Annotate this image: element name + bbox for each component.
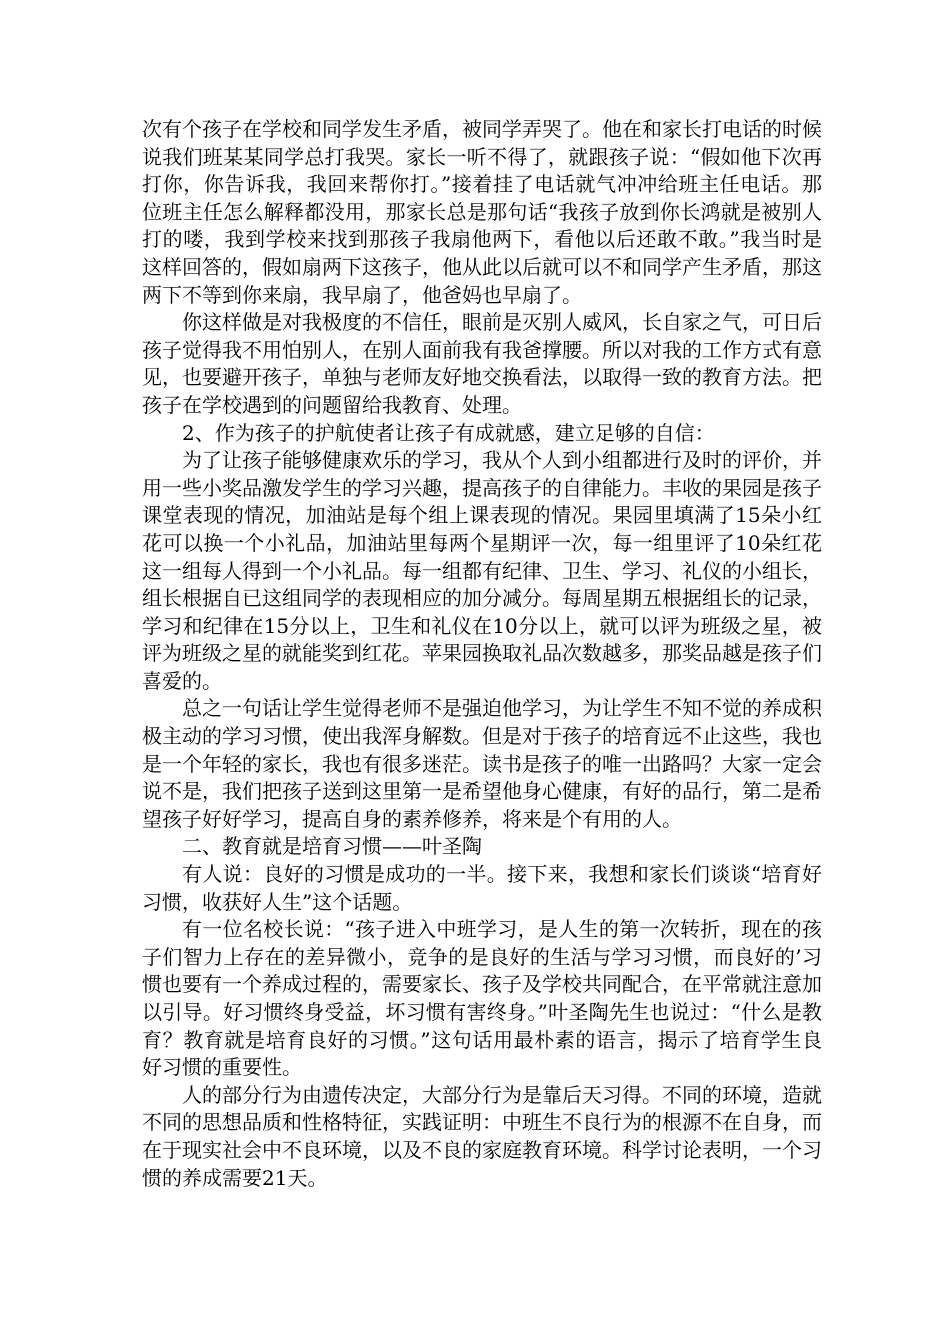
paragraph-3: 为了让孩子能够健康欢乐的学习，我从个人到小组都进行及时的评价，并用一些小奖品激发学生的学习兴趣，提高孩子的自律能力。丰收的果园是孩子课堂表现的情况，加油站是每个组上课表现的情况。果园里填满了15朵小红花可以换一个小礼品，加油站里每两个星期评一次，每一组里评了10朵红花这一组每人得到一个小礼品。每一组都有纪律、卫生、学习、礼仪的小组长，组长根据自已这组同学的表现相应的加分减分。每周星期五根据组长的记录，学习和纪律在15分以上，卫生和礼仪在10分以上，就可以评为班级之星，被评为班级之星的就能奖到红花。苹果园换取礼品次数越多，那奖品越是孩子们喜爱的。: [142, 448, 822, 693]
document-page: [142, 116, 822, 1192]
section-heading-2: 2、作为孩子的护航使者让孩子有成就感，建立足够的自信：: [182, 420, 715, 445]
paragraph-1: 次有个孩子在学校和同学发生矛盾，被同学弄哭了。他在和家长打电话的时候说我们班某某同学总打我哭。家长一听不得了，就跟孩子说：“假如他下次再打你，你告诉我，我回来帮你打。”接着挂了电话就气冲冲给班主任电话。那位班主任怎么解释都没用，那家长总是那句话“我孩子放到你长鸿就是被别人打的喽，我到学校来找到那孩子我扇他两下，看他以后还敢不敢。”我当时是这样回答的，假如扇两下这孩子，他从此以后就可以不和同学产生矛盾，那这两下不等到你来扇，我早扇了，他爸妈也早扇了。: [142, 117, 822, 307]
paragraph-2: 你这样做是对我极度的不信任，眼前是灭别人威风，长自家之气，可日后孩子觉得我不用怕别人，在别人面前我有我爸撑腰。所以对我的工作方式有意见，也要避开孩子，单独与老师友好地交换看法，以取得一致的教育方法。把孩子在学校遇到的问题留给我教育、处理。: [142, 310, 822, 417]
section-heading-two: 二、教育就是培育习惯——叶圣陶: [182, 834, 482, 859]
paragraph-7: 人的部分行为由遗传决定，大部分行为是靠后天习得。不同的环境，造就不同的思想品质和性格特征，实践证明：中班生不良行为的根源不在自身，而在于现实社会中不良环境，以及不良的家庭教育环境。科学讨论表明，一个习惯的养成需要21天。: [142, 1082, 822, 1190]
paragraph-5: 有人说：良好的习惯是成功的一半。接下来，我想和家长们谈谈“培育好习惯，收获好人生”这个话题。: [142, 862, 822, 914]
paragraph-4: 总之一句话让学生觉得老师不是强迫他学习，为让学生不知不觉的养成积极主动的学习习惯，使出我浑身解数。但是对于孩子的培育远不止这些，我也是一个年轻的家长，我也有很多迷茫。读书是孩子的唯一出路吗？大家一定会说不是，我们把孩子送到这里第一是希望他身心健康，有好的品行，第二是希望孩子好好学习，提高自身的素养修养，将来是个有用的人。: [142, 696, 822, 831]
paragraph-6: 有一位名校长说：“孩子进入中班学习，是人生的第一次转折，现在的孩子们智力上存在的差异微小，竞争的是良好的生活与学习习惯，而良好的’习惯也要有一个养成过程的，需要家长、孩子及学校共同配合，在平常就注意加以引导。好习惯终身受益，坏习惯有害终身。”叶圣陶先生也说过：“什么是教育？教育就是培育良好的习惯。”这句话用最朴素的语言，揭示了培育学生良好习惯的重要性。: [142, 917, 822, 1080]
